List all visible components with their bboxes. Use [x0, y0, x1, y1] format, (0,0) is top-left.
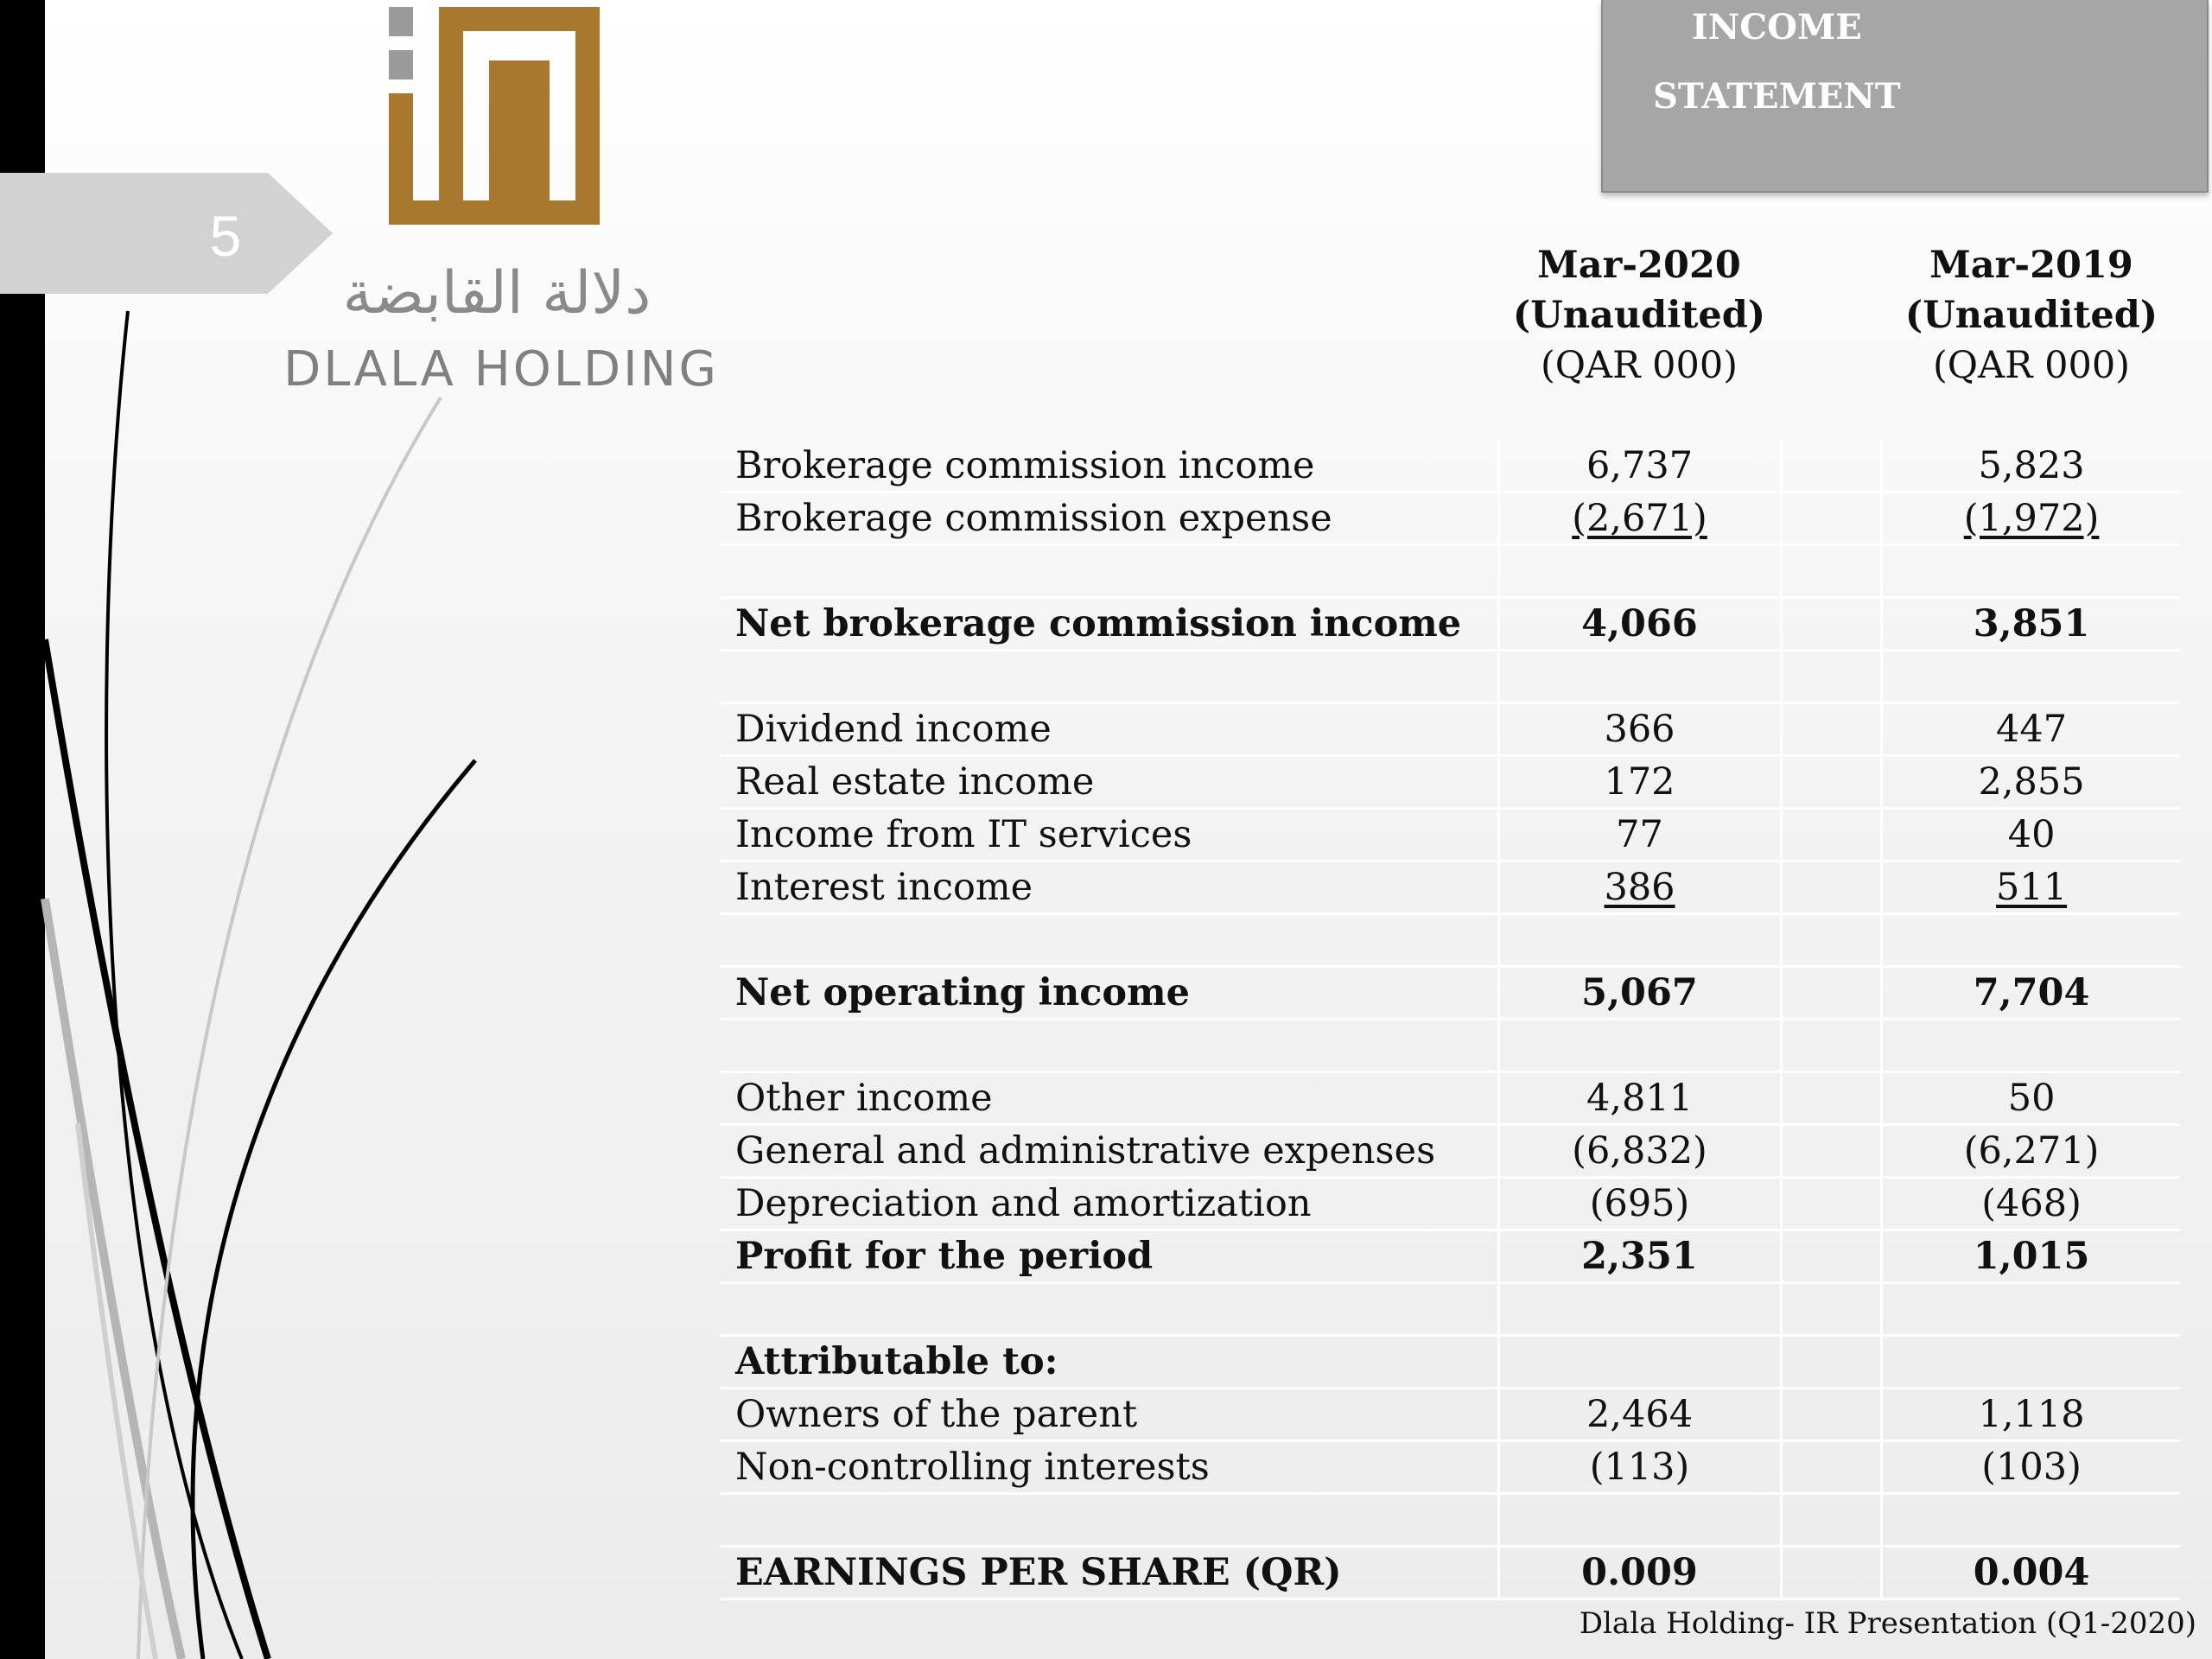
value-mar-2019: [1883, 546, 2180, 599]
spacer-cell: [1783, 1231, 1884, 1284]
value-mar-2020: 77: [1500, 810, 1783, 862]
row-label: Income from IT services: [720, 810, 1500, 862]
spacer-cell: [1783, 493, 1884, 546]
row-label: [720, 1495, 1500, 1548]
value-mar-2020: 6,737: [1500, 441, 1783, 493]
slide-title-line2: STATEMENT: [1653, 76, 1901, 117]
table-row: [720, 1179, 2180, 1231]
row-label: Non-controlling interests: [720, 1442, 1500, 1495]
value-mar-2019: 0.004: [1883, 1548, 2180, 1600]
table-row: [720, 1231, 2180, 1284]
value-mar-2020: [1500, 652, 1783, 704]
value-mar-2019: 2,855: [1883, 757, 2180, 810]
row-label: Attributable to:: [720, 1337, 1500, 1389]
column-unit: (QAR 000): [1541, 344, 1738, 387]
spacer-cell: [1783, 546, 1884, 599]
spacer-cell: [1783, 862, 1884, 915]
row-label: [720, 652, 1500, 704]
table-row: [720, 1548, 2180, 1600]
value-mar-2019: 40: [1883, 810, 2180, 862]
value-mar-2020: [1500, 546, 1783, 599]
row-label: [720, 546, 1500, 599]
value-mar-2020: (695): [1500, 1179, 1783, 1231]
logo-arabic-text: دلالة القابضة: [342, 259, 652, 327]
value-mar-2020: 2,351: [1500, 1231, 1783, 1284]
income-statement-table: [720, 441, 2180, 1600]
row-label: Depreciation and amortization: [720, 1179, 1500, 1231]
underlined-value: 511: [1996, 866, 2068, 909]
column-status: (Unaudited): [1512, 294, 1766, 337]
value-mar-2020: (113): [1500, 1442, 1783, 1495]
value-mar-2019: 3,851: [1883, 599, 2180, 652]
spacer-cell: [1783, 1495, 1884, 1548]
value-mar-2019: [1883, 915, 2180, 968]
row-label: Real estate income: [720, 757, 1500, 810]
spacer-cell: [1783, 757, 1884, 810]
value-mar-2020: [1500, 1337, 1783, 1389]
table-row: [720, 915, 2180, 968]
table-row: [720, 1126, 2180, 1179]
value-mar-2019: 5,823: [1883, 441, 2180, 493]
slide-title-line1: INCOME: [1692, 7, 1862, 48]
underlined-value: (2,671): [1572, 497, 1707, 540]
spacer-cell: [1783, 1073, 1884, 1126]
value-mar-2020: 366: [1500, 704, 1783, 757]
value-mar-2019: (103): [1883, 1442, 2180, 1495]
row-label: Owners of the parent: [720, 1389, 1500, 1442]
spacer-cell: [1783, 915, 1884, 968]
table-row: [720, 968, 2180, 1020]
value-mar-2019: 1,118: [1883, 1389, 2180, 1442]
row-label: General and administrative expenses: [720, 1126, 1500, 1179]
value-mar-2020: [1500, 1495, 1783, 1548]
row-label: Brokerage commission income: [720, 441, 1500, 493]
column-unit: (QAR 000): [1933, 344, 2130, 387]
row-label: Profit for the period: [720, 1231, 1500, 1284]
value-mar-2019: [1883, 1495, 2180, 1548]
row-label: [720, 1284, 1500, 1337]
table-row: [720, 1389, 2180, 1442]
table-row: [720, 599, 2180, 652]
table-row: [720, 652, 2180, 704]
value-mar-2019: [1883, 1020, 2180, 1073]
value-mar-2019: 447: [1883, 704, 2180, 757]
value-mar-2019: [1883, 862, 2180, 915]
slide-title-box: [1601, 0, 2209, 193]
value-mar-2020: (6,832): [1500, 1126, 1783, 1179]
value-mar-2020: 4,811: [1500, 1073, 1783, 1126]
row-label: Net operating income: [720, 968, 1500, 1020]
value-mar-2020: [1500, 1284, 1783, 1337]
spacer-cell: [1783, 1179, 1884, 1231]
table-row: [720, 1284, 2180, 1337]
table-row: [720, 493, 2180, 546]
table-row: [720, 546, 2180, 599]
spacer-cell: [1783, 1284, 1884, 1337]
spacer-cell: [1783, 1389, 1884, 1442]
row-label: Net brokerage commission income: [720, 599, 1500, 652]
value-mar-2020: [1500, 493, 1783, 546]
value-mar-2019: (6,271): [1883, 1126, 2180, 1179]
row-label: Brokerage commission expense: [720, 493, 1500, 546]
value-mar-2020: 2,464: [1500, 1389, 1783, 1442]
value-mar-2020: 172: [1500, 757, 1783, 810]
column-period: Mar-2020: [1537, 244, 1741, 287]
table-row: [720, 441, 2180, 493]
value-mar-2019: [1883, 1284, 2180, 1337]
spacer-cell: [1783, 1126, 1884, 1179]
value-mar-2019: 7,704: [1883, 968, 2180, 1020]
slide-footer: Dlala Holding- IR Presentation (Q1-2020): [1579, 1606, 2196, 1641]
column-period: Mar-2019: [1929, 244, 2133, 287]
underlined-value: 386: [1604, 866, 1675, 909]
table-row: [720, 1495, 2180, 1548]
value-mar-2019: [1883, 493, 2180, 546]
underlined-value: (1,972): [1963, 497, 2100, 540]
value-mar-2019: (468): [1883, 1179, 2180, 1231]
spacer-cell: [1783, 599, 1884, 652]
spacer-cell: [1783, 968, 1884, 1020]
page-number-tab: [0, 173, 333, 294]
table-row: [720, 810, 2180, 862]
row-label: [720, 1020, 1500, 1073]
dlala-logo-icon: [380, 0, 613, 233]
value-mar-2020: [1500, 862, 1783, 915]
table-row: [720, 1020, 2180, 1073]
table-row: [720, 1337, 2180, 1389]
spacer-cell: [1783, 1442, 1884, 1495]
spacer-cell: [1783, 1337, 1884, 1389]
row-label: Dividend income: [720, 704, 1500, 757]
spacer-cell: [1783, 1020, 1884, 1073]
value-mar-2020: 5,067: [1500, 968, 1783, 1020]
row-label: [720, 915, 1500, 968]
value-mar-2020: [1500, 915, 1783, 968]
value-mar-2020: 4,066: [1500, 599, 1783, 652]
value-mar-2019: 1,015: [1883, 1231, 2180, 1284]
row-label: Interest income: [720, 862, 1500, 915]
page-number: 5: [209, 204, 242, 268]
column-header-mar-2019: [1889, 240, 2174, 391]
column-status: (Unaudited): [1904, 294, 2158, 337]
table-row: [720, 757, 2180, 810]
spacer-cell: [1783, 810, 1884, 862]
column-header-mar-2020: [1497, 240, 1782, 391]
table-row: [720, 1073, 2180, 1126]
spacer-cell: [1783, 704, 1884, 757]
value-mar-2019: [1883, 652, 2180, 704]
table-row: [720, 1442, 2180, 1495]
spacer-cell: [1783, 441, 1884, 493]
value-mar-2020: 0.009: [1500, 1548, 1783, 1600]
table-row: [720, 704, 2180, 757]
row-label: EARNINGS PER SHARE (QR): [720, 1548, 1500, 1600]
table-row: [720, 862, 2180, 915]
row-label: Other income: [720, 1073, 1500, 1126]
value-mar-2019: [1883, 1337, 2180, 1389]
value-mar-2020: [1500, 1020, 1783, 1073]
spacer-cell: [1783, 1548, 1884, 1600]
value-mar-2019: 50: [1883, 1073, 2180, 1126]
spacer-cell: [1783, 652, 1884, 704]
logo-latin-text: DLALA HOLDING: [283, 341, 719, 397]
